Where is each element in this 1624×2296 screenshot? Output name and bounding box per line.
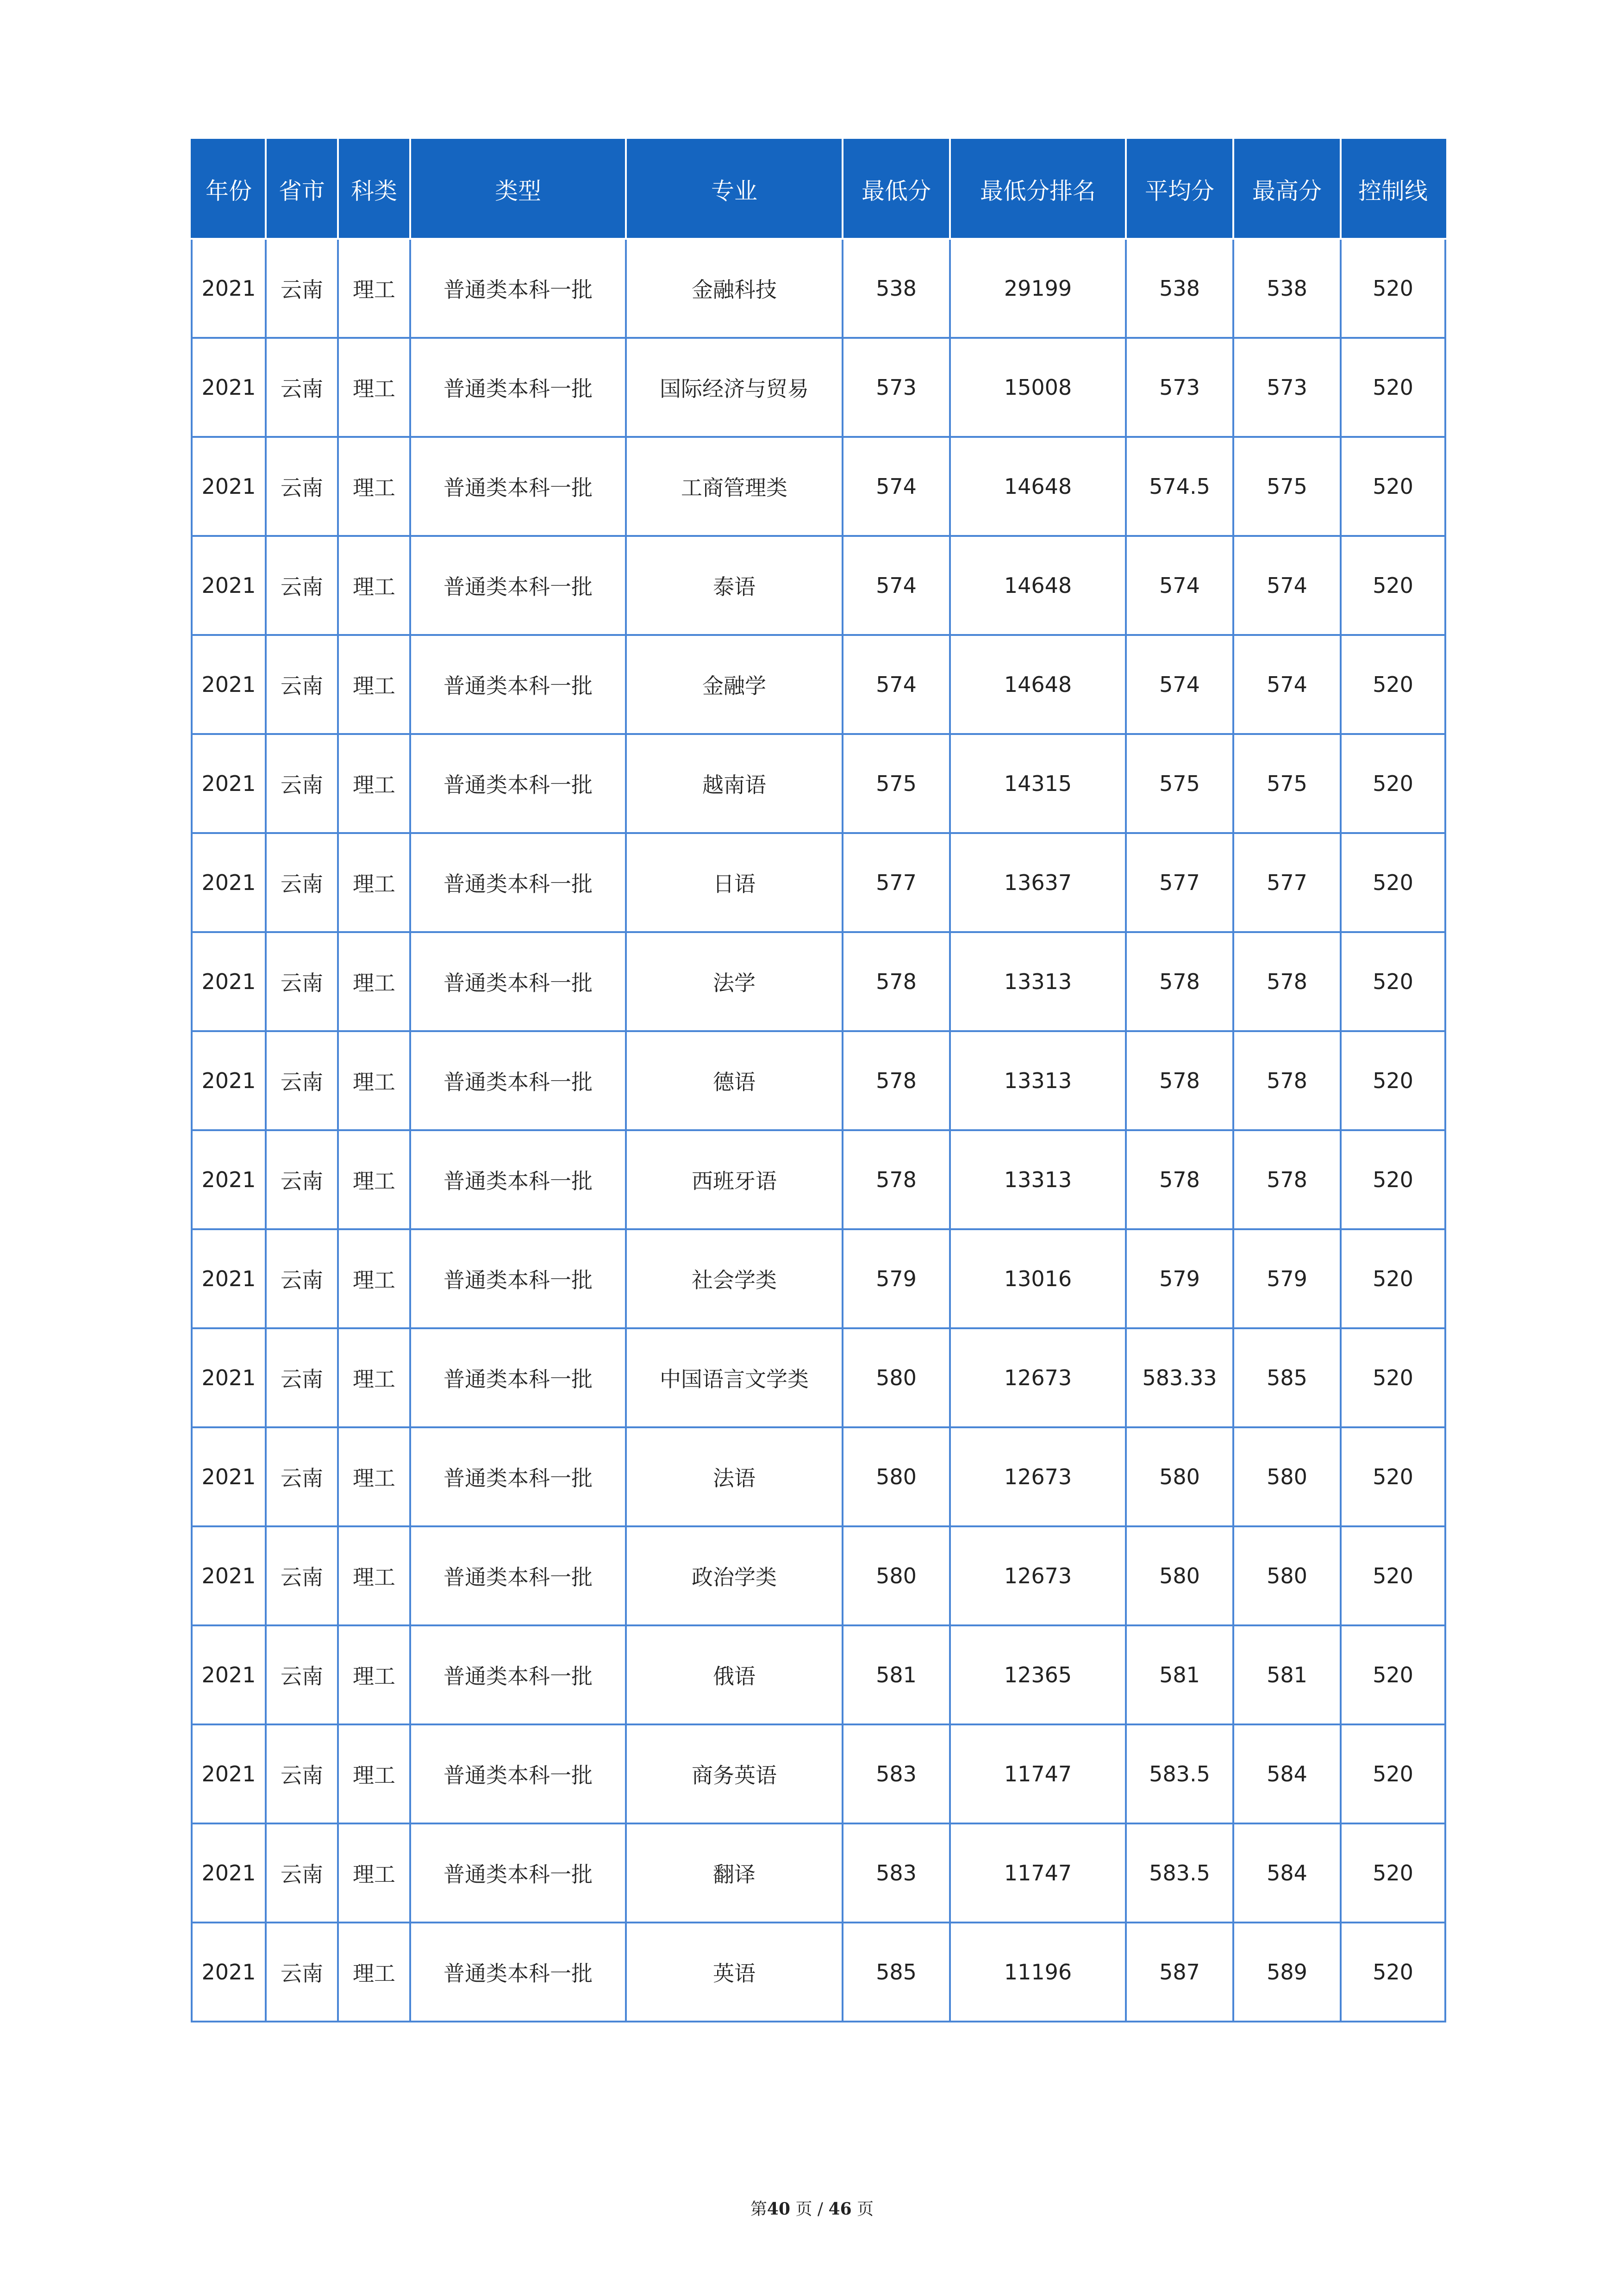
cell-average-score: 583.5	[1126, 1724, 1233, 1823]
table-row	[192, 1823, 1445, 1923]
cell-province: 云南	[266, 1923, 338, 2022]
cell-min-score-rank: 13313	[950, 932, 1126, 1031]
cell-max-score: 584	[1233, 1823, 1341, 1923]
table-row	[192, 1724, 1445, 1823]
cell-control-line: 520	[1341, 635, 1445, 734]
cell-max-score: 585	[1233, 1328, 1341, 1427]
cell-min-score-rank: 12673	[950, 1328, 1126, 1427]
cell-major: 政治学类	[626, 1526, 843, 1625]
cell-type: 普通类本科一批	[410, 1328, 626, 1427]
cell-max-score: 577	[1233, 833, 1341, 932]
cell-min-score: 580	[843, 1328, 950, 1427]
cell-min-score: 577	[843, 833, 950, 932]
cell-min-score: 583	[843, 1724, 950, 1823]
cell-min-score: 583	[843, 1823, 950, 1923]
cell-max-score: 584	[1233, 1724, 1341, 1823]
cell-year: 2021	[192, 437, 266, 536]
header-max-score: 最高分	[1233, 140, 1341, 239]
cell-max-score: 589	[1233, 1923, 1341, 2022]
table-row	[192, 437, 1445, 536]
cell-control-line: 520	[1341, 536, 1445, 635]
cell-min-score: 578	[843, 932, 950, 1031]
table-row	[192, 536, 1445, 635]
cell-max-score: 581	[1233, 1625, 1341, 1724]
table-row	[192, 734, 1445, 833]
cell-max-score: 538	[1233, 239, 1341, 338]
cell-min-score-rank: 29199	[950, 239, 1126, 338]
cell-average-score: 579	[1126, 1229, 1233, 1328]
cell-min-score: 538	[843, 239, 950, 338]
cell-type: 普通类本科一批	[410, 536, 626, 635]
header-major: 专业	[626, 140, 843, 239]
header-year: 年份	[192, 140, 266, 239]
table-header	[192, 140, 1445, 239]
cell-min-score-rank: 12673	[950, 1427, 1126, 1526]
cell-type: 普通类本科一批	[410, 833, 626, 932]
cell-major: 社会学类	[626, 1229, 843, 1328]
table-row	[192, 1130, 1445, 1229]
cell-year: 2021	[192, 1031, 266, 1130]
cell-major: 商务英语	[626, 1724, 843, 1823]
cell-min-score-rank: 13016	[950, 1229, 1126, 1328]
cell-province: 云南	[266, 338, 338, 437]
cell-major: 英语	[626, 1923, 843, 2022]
cell-type: 普通类本科一批	[410, 932, 626, 1031]
cell-control-line: 520	[1341, 1427, 1445, 1526]
cell-year: 2021	[192, 1724, 266, 1823]
cell-major: 法语	[626, 1427, 843, 1526]
cell-type: 普通类本科一批	[410, 734, 626, 833]
cell-year: 2021	[192, 932, 266, 1031]
cell-province: 云南	[266, 1427, 338, 1526]
cell-max-score: 575	[1233, 734, 1341, 833]
cell-major: 工商管理类	[626, 437, 843, 536]
cell-min-score: 573	[843, 338, 950, 437]
cell-category: 理工	[338, 1229, 410, 1328]
cell-year: 2021	[192, 833, 266, 932]
cell-min-score-rank: 14648	[950, 536, 1126, 635]
cell-min-score: 580	[843, 1526, 950, 1625]
cell-year: 2021	[192, 734, 266, 833]
page-footer	[0, 2196, 1624, 2220]
cell-province: 云南	[266, 932, 338, 1031]
cell-major: 日语	[626, 833, 843, 932]
cell-control-line: 520	[1341, 1229, 1445, 1328]
cell-major: 西班牙语	[626, 1130, 843, 1229]
cell-type: 普通类本科一批	[410, 1923, 626, 2022]
cell-min-score: 581	[843, 1625, 950, 1724]
cell-control-line: 520	[1341, 437, 1445, 536]
cell-major: 俄语	[626, 1625, 843, 1724]
cell-category: 理工	[338, 635, 410, 734]
cell-major: 法学	[626, 932, 843, 1031]
cell-province: 云南	[266, 1229, 338, 1328]
admission-scores-table	[191, 139, 1446, 2022]
header-category: 科类	[338, 140, 410, 239]
cell-average-score: 583.33	[1126, 1328, 1233, 1427]
cell-max-score: 575	[1233, 437, 1341, 536]
cell-year: 2021	[192, 338, 266, 437]
cell-type: 普通类本科一批	[410, 1823, 626, 1923]
cell-control-line: 520	[1341, 1724, 1445, 1823]
cell-max-score: 574	[1233, 536, 1341, 635]
cell-type: 普通类本科一批	[410, 239, 626, 338]
cell-max-score: 579	[1233, 1229, 1341, 1328]
table-row	[192, 1923, 1445, 2022]
cell-province: 云南	[266, 1823, 338, 1923]
cell-control-line: 520	[1341, 734, 1445, 833]
cell-year: 2021	[192, 536, 266, 635]
cell-province: 云南	[266, 635, 338, 734]
cell-type: 普通类本科一批	[410, 338, 626, 437]
current-page-number: 40	[767, 2199, 791, 2219]
cell-min-score: 574	[843, 536, 950, 635]
cell-major: 翻译	[626, 1823, 843, 1923]
cell-average-score: 580	[1126, 1427, 1233, 1526]
cell-major: 泰语	[626, 536, 843, 635]
cell-control-line: 520	[1341, 1130, 1445, 1229]
cell-year: 2021	[192, 635, 266, 734]
cell-control-line: 520	[1341, 1328, 1445, 1427]
cell-max-score: 578	[1233, 1031, 1341, 1130]
cell-major: 德语	[626, 1031, 843, 1130]
cell-category: 理工	[338, 932, 410, 1031]
cell-year: 2021	[192, 239, 266, 338]
cell-average-score: 573	[1126, 338, 1233, 437]
cell-major: 金融科技	[626, 239, 843, 338]
cell-category: 理工	[338, 1526, 410, 1625]
cell-year: 2021	[192, 1427, 266, 1526]
cell-min-score-rank: 12365	[950, 1625, 1126, 1724]
cell-category: 理工	[338, 338, 410, 437]
cell-category: 理工	[338, 1427, 410, 1526]
cell-province: 云南	[266, 1724, 338, 1823]
cell-category: 理工	[338, 1625, 410, 1724]
table-row	[192, 1031, 1445, 1130]
table-row	[192, 239, 1445, 338]
footer-suffix: 页	[857, 2200, 874, 2219]
cell-average-score: 583.5	[1126, 1823, 1233, 1923]
cell-control-line: 520	[1341, 239, 1445, 338]
cell-average-score: 578	[1126, 932, 1233, 1031]
cell-min-score: 580	[843, 1427, 950, 1526]
cell-type: 普通类本科一批	[410, 1625, 626, 1724]
cell-province: 云南	[266, 1130, 338, 1229]
cell-average-score: 574	[1126, 536, 1233, 635]
cell-min-score-rank: 15008	[950, 338, 1126, 437]
cell-type: 普通类本科一批	[410, 437, 626, 536]
cell-major: 中国语言文学类	[626, 1328, 843, 1427]
cell-year: 2021	[192, 1823, 266, 1923]
footer-prefix: 第	[750, 2200, 767, 2219]
cell-control-line: 520	[1341, 1526, 1445, 1625]
cell-average-score: 587	[1126, 1923, 1233, 2022]
cell-category: 理工	[338, 734, 410, 833]
cell-min-score: 578	[843, 1031, 950, 1130]
cell-min-score-rank: 12673	[950, 1526, 1126, 1625]
header-min-score-rank: 最低分排名	[950, 140, 1126, 239]
table-row	[192, 932, 1445, 1031]
header-row	[192, 140, 1445, 239]
cell-min-score-rank: 14315	[950, 734, 1126, 833]
cell-min-score: 574	[843, 635, 950, 734]
header-control-line: 控制线	[1341, 140, 1445, 239]
table-row	[192, 1526, 1445, 1625]
cell-control-line: 520	[1341, 1031, 1445, 1130]
header-average-score: 平均分	[1126, 140, 1233, 239]
cell-max-score: 580	[1233, 1526, 1341, 1625]
cell-max-score: 578	[1233, 932, 1341, 1031]
table-row	[192, 635, 1445, 734]
table-row	[192, 338, 1445, 437]
table-row	[192, 1427, 1445, 1526]
cell-year: 2021	[192, 1130, 266, 1229]
cell-min-score-rank: 14648	[950, 635, 1126, 734]
cell-min-score: 578	[843, 1130, 950, 1229]
cell-control-line: 520	[1341, 338, 1445, 437]
cell-province: 云南	[266, 734, 338, 833]
cell-year: 2021	[192, 1526, 266, 1625]
cell-min-score: 574	[843, 437, 950, 536]
cell-control-line: 520	[1341, 1823, 1445, 1923]
cell-average-score: 581	[1126, 1625, 1233, 1724]
cell-year: 2021	[192, 1328, 266, 1427]
cell-max-score: 574	[1233, 635, 1341, 734]
cell-average-score: 574	[1126, 635, 1233, 734]
cell-province: 云南	[266, 1625, 338, 1724]
cell-category: 理工	[338, 536, 410, 635]
cell-type: 普通类本科一批	[410, 1031, 626, 1130]
cell-average-score: 578	[1126, 1031, 1233, 1130]
cell-average-score: 538	[1126, 239, 1233, 338]
table-row	[192, 1229, 1445, 1328]
cell-min-score-rank: 11196	[950, 1923, 1126, 2022]
header-province: 省市	[266, 140, 338, 239]
cell-min-score-rank: 11747	[950, 1823, 1126, 1923]
cell-major: 金融学	[626, 635, 843, 734]
cell-min-score-rank: 14648	[950, 437, 1126, 536]
cell-category: 理工	[338, 1823, 410, 1923]
table-row	[192, 1328, 1445, 1427]
cell-province: 云南	[266, 536, 338, 635]
cell-province: 云南	[266, 1526, 338, 1625]
cell-category: 理工	[338, 1328, 410, 1427]
cell-min-score: 575	[843, 734, 950, 833]
cell-min-score-rank: 11747	[950, 1724, 1126, 1823]
cell-min-score: 585	[843, 1923, 950, 2022]
footer-middle: 页 /	[795, 2200, 824, 2219]
cell-min-score-rank: 13313	[950, 1031, 1126, 1130]
cell-max-score: 578	[1233, 1130, 1341, 1229]
cell-major: 国际经济与贸易	[626, 338, 843, 437]
cell-average-score: 575	[1126, 734, 1233, 833]
cell-type: 普通类本科一批	[410, 1724, 626, 1823]
header-type: 类型	[410, 140, 626, 239]
cell-category: 理工	[338, 1724, 410, 1823]
cell-province: 云南	[266, 1031, 338, 1130]
cell-province: 云南	[266, 833, 338, 932]
table-row	[192, 833, 1445, 932]
cell-year: 2021	[192, 1229, 266, 1328]
header-min-score: 最低分	[843, 140, 950, 239]
table-row	[192, 1625, 1445, 1724]
cell-category: 理工	[338, 1130, 410, 1229]
table-body	[192, 239, 1445, 2022]
cell-control-line: 520	[1341, 932, 1445, 1031]
cell-min-score-rank: 13637	[950, 833, 1126, 932]
cell-max-score: 580	[1233, 1427, 1341, 1526]
cell-province: 云南	[266, 437, 338, 536]
cell-average-score: 574.5	[1126, 437, 1233, 536]
cell-average-score: 577	[1126, 833, 1233, 932]
cell-year: 2021	[192, 1923, 266, 2022]
cell-type: 普通类本科一批	[410, 1130, 626, 1229]
cell-control-line: 520	[1341, 1923, 1445, 2022]
cell-category: 理工	[338, 239, 410, 338]
cell-control-line: 520	[1341, 833, 1445, 932]
cell-min-score-rank: 13313	[950, 1130, 1126, 1229]
cell-average-score: 578	[1126, 1130, 1233, 1229]
cell-category: 理工	[338, 1923, 410, 2022]
cell-max-score: 573	[1233, 338, 1341, 437]
cell-control-line: 520	[1341, 1625, 1445, 1724]
cell-average-score: 580	[1126, 1526, 1233, 1625]
cell-year: 2021	[192, 1625, 266, 1724]
cell-type: 普通类本科一批	[410, 1229, 626, 1328]
cell-type: 普通类本科一批	[410, 1427, 626, 1526]
cell-min-score: 579	[843, 1229, 950, 1328]
cell-province: 云南	[266, 239, 338, 338]
total-page-number: 46	[828, 2199, 852, 2219]
cell-type: 普通类本科一批	[410, 1526, 626, 1625]
cell-type: 普通类本科一批	[410, 635, 626, 734]
cell-category: 理工	[338, 1031, 410, 1130]
cell-category: 理工	[338, 833, 410, 932]
cell-category: 理工	[338, 437, 410, 536]
cell-province: 云南	[266, 1328, 338, 1427]
cell-major: 越南语	[626, 734, 843, 833]
